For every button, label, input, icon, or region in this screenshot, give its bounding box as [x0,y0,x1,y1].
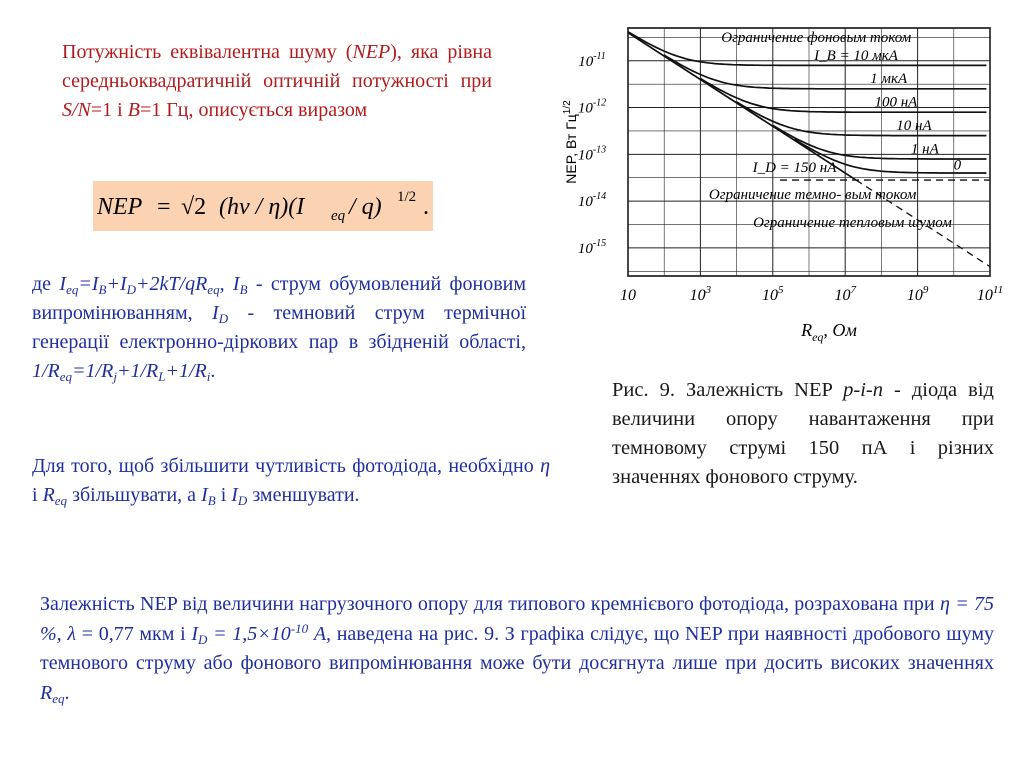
defs-ib: I [232,273,240,295]
formula-lhs: NEP [97,194,143,220]
formula-end: . [423,194,429,220]
defs-r1-sub: eq [59,369,73,384]
caption-pin: p-i-n [843,379,883,401]
series-label-100nA: 100 нА [874,94,918,111]
defs-thermal-term-sub: eq [207,282,220,297]
y-tick-label: $10^{-14}$ [577,191,607,211]
x-tick-label: $10^9$ [906,284,929,304]
defs-r3: +1/R [116,360,159,382]
defs-de: де [32,273,60,295]
defs-ib-term: =I [78,273,99,295]
advice-r-sub: eq [54,493,68,508]
advice-text-1: Для того, щоб збільшити чутливість фотодіода, необхідно [32,455,541,477]
summary-text-6: наведена на рис. 9. З графіка слідує, що NEP при наявності дробового шуму темнового струму або фонового випромінювання може бути досягнута лише при досить високих значеннях [40,622,994,674]
formula-equals: = [157,194,171,220]
defs-id: I [212,302,219,324]
summary-text-1: Залежність NEP від величини нагрузочного опору для типового кремнієвого фотодіода, розрахована при [40,593,940,615]
advice-text-2: і [32,484,43,506]
defs-id-term-sub: D [126,282,137,297]
nep-formula [93,181,433,231]
advice-text-4: і [215,484,232,506]
defs-ieq: I [59,273,67,295]
summary-end: . [64,681,70,704]
formula-exponent: 1/2 [397,189,417,205]
defs-ib-sub: B [239,282,248,297]
series-label-0: 0 [953,157,962,174]
defs-r4-sub: i [206,369,211,384]
summary-lambda: λ [67,622,77,645]
summary-r: R [40,681,53,704]
x-tick-label: $10^7$ [834,284,856,304]
defs-id-term: +I [106,273,127,295]
series-label-1nA: 1 нА [910,141,939,158]
advice-paragraph [32,452,550,510]
defs-id-sub: D [218,311,229,326]
summary-text-3: = 0,77 мкм і [76,622,192,645]
definitions-paragraph [32,270,526,386]
series-label-10nA: 10 нА [896,118,932,135]
summary-id-sub: D [198,631,208,647]
y-tick-label: $10^{-11}$ [578,50,606,70]
defs-text-1: - струм обумовлений фоновим випромінюванням, [32,273,526,324]
formula-body-2: / q) [349,194,382,220]
x-tick-label: 10 [620,287,636,304]
caption-text-2: - діода від величини опору навантаження при темновому струмі 150 пА і різних значеннях фонового струму. [612,379,994,488]
dark-limit-label: Ограничение темно- вым током [708,186,917,203]
summary-paragraph [40,590,994,708]
y-tick-label: $10^{-13}$ [577,144,607,164]
advice-id-sub: D [237,493,248,508]
thermal-limit-label: Ограничение тепловым шумом [753,214,952,231]
summary-text-2: = 75 %, [40,593,994,645]
summary-id: I [191,622,199,645]
advice-ib-sub: B [207,493,216,508]
nep-chart [560,10,1004,355]
nep-formula-box [93,181,433,231]
summary-eta: η [939,593,950,615]
summary-text-5: А, [308,622,332,645]
y-tick-label: $10^{-12}$ [577,97,607,117]
figure-caption [612,376,994,492]
summary-text-4: = 1,5×10 [207,622,291,645]
defs-ib-term-sub: B [98,282,107,297]
y-axis-label: NEP, Вт $Гц^{1/2}$ [562,100,579,184]
x-axis-label: $R_{eq}$, Ом [801,320,857,344]
caption-text-1: Рис. 9. Залежність NEP [612,379,844,401]
summary-r-sub: eq [52,690,65,706]
advice-eta: η [540,455,550,477]
x-tick-label: $10^3$ [689,284,712,304]
defs-text-2: - темновий струм термічної генерації електронно-діркових пар в збідненій області, [32,302,526,353]
defs-end: . [210,360,216,382]
advice-id: I [231,484,238,506]
dark-current-label: I_D = 150 нА [752,160,837,177]
intro-nep: NEP [352,41,391,63]
advice-text-3: збільшувати, а [67,484,202,506]
defs-r2: =1/R [72,360,114,382]
background-limit-label: Ограничение фоновым током [721,30,912,47]
series-curve [737,102,987,136]
intro-text-4: =1 Гц, описується виразом [139,99,368,121]
y-tick-label: $10^{-15}$ [577,237,607,257]
x-tick-label: $10^5$ [762,284,784,304]
defs-r4: +1/R [165,360,207,382]
formula-sub: eq [331,208,346,224]
advice-ib: I [201,484,208,506]
series-label-10uA: I_B = 10 мкА [814,47,898,64]
summary-exponent: -10 [290,620,309,636]
series-label-1uA: 1 мкА [870,71,908,88]
intro-sn: S/N [62,99,91,121]
x-tick-label: $10^{11}$ [976,284,1004,304]
intro-text-3: =1 і [90,99,128,121]
formula-body-1: (hν / η)(I [219,194,305,220]
defs-thermal-term: +2kT/qR [136,273,208,295]
intro-paragraph [62,38,492,125]
intro-text-2: ), яка рівна середньоквадратичній оптичній потужності при [62,41,492,92]
defs-ieq-sub: eq [66,282,79,297]
defs-r3-sub: L [158,369,166,384]
formula-root: √2 [181,194,207,220]
advice-r: R [42,484,55,506]
intro-b: B [127,99,140,121]
intro-text-1: Потужність еквівалентна шуму ( [62,41,353,63]
defs-r1: 1/R [32,360,60,382]
advice-text-5: зменшувати. [247,484,360,506]
defs-r2-sub: j [113,369,117,384]
defs-comma: , [219,273,233,295]
